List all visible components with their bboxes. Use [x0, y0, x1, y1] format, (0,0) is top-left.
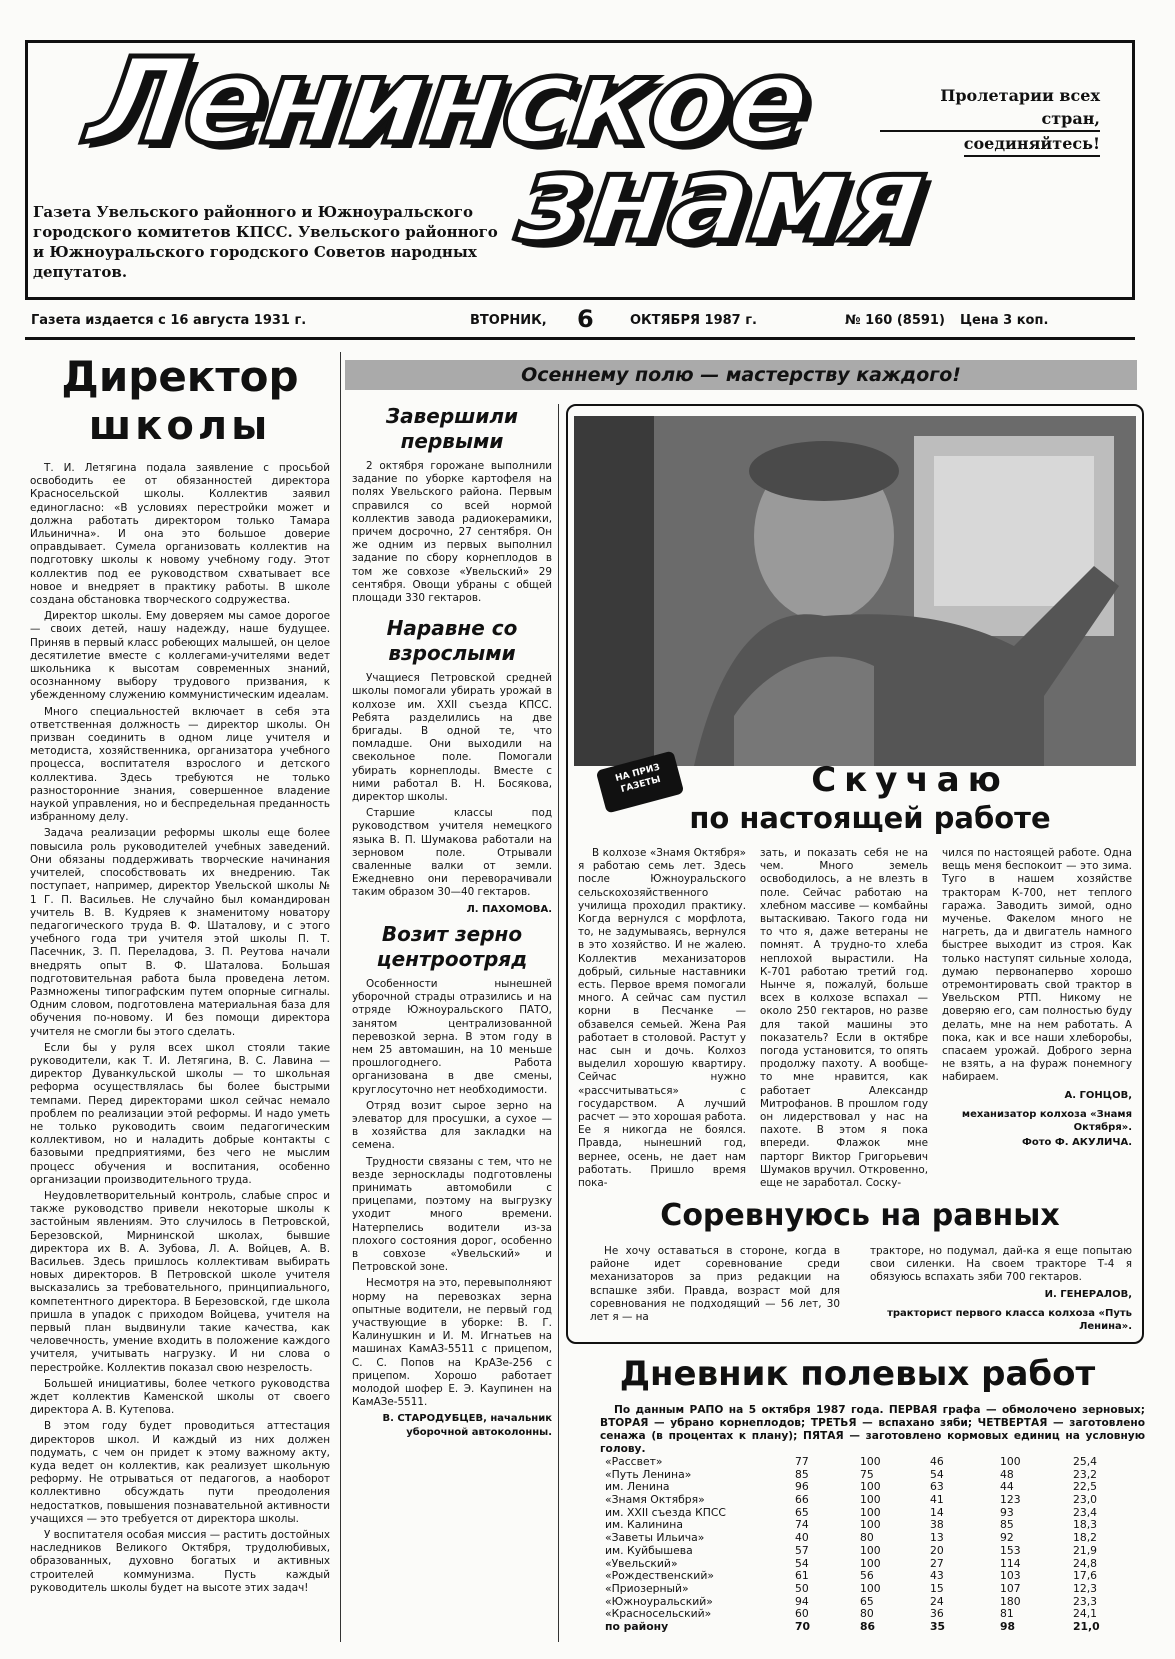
table-cell: 23,2: [1073, 1467, 1098, 1481]
photo-tractor-driver: [574, 416, 1136, 766]
table-cell: 17,6: [1073, 1569, 1098, 1583]
table-cell: 14: [930, 1505, 944, 1519]
table-cell: 153: [1000, 1543, 1021, 1557]
article-text-with-adults-2: Старшие классы под руководством учителя немецкого языка В. П. Шумакова работали на зерновом поле. Отрывали сваленные валки от земли. Ежедневно они переворачивали таким образом 30—40 гектаров.: [352, 807, 552, 899]
table-row: [605, 1456, 1145, 1469]
table-cell: 100: [1000, 1455, 1021, 1468]
table-cell: 24: [930, 1594, 944, 1608]
farm-name: «Заветы Ильича»: [605, 1531, 705, 1545]
table-cell: 24,8: [1073, 1556, 1098, 1570]
table-cell: 92: [1000, 1531, 1014, 1545]
table-cell: 57: [795, 1543, 809, 1557]
article-title-grain-transport: Возит зерно центроотряд: [376, 921, 528, 971]
table-cell: 100: [860, 1480, 881, 1494]
table-cell: 46: [930, 1455, 944, 1468]
table-cell: 100: [860, 1581, 881, 1595]
table-cell: 61: [795, 1569, 809, 1583]
column-rule: [558, 404, 559, 1642]
table-cell: 100: [860, 1518, 881, 1532]
slogan-line2: соединяйтесь!: [964, 132, 1100, 157]
masthead-title-line2: знамя: [510, 130, 934, 269]
masthead-title-line1: Ленинское: [80, 32, 817, 170]
table-cell: 23,3: [1073, 1594, 1098, 1608]
farm-name: «Южноуральский»: [605, 1594, 713, 1608]
farm-name: «Знамя Октября»: [605, 1493, 705, 1507]
table-cell: 94: [795, 1594, 809, 1608]
feature-column-c: [942, 847, 1132, 1155]
farm-name: им. Ленина: [605, 1480, 670, 1494]
article-text-with-adults-1: Учащиеся Петровской средней школы помогали убирать урожай в колхозе им. XXII съезда КПСС. Ребята разделились на две бригады. В одной те, что помладше. Они выходили на свекольное поле. Помогали убирать корнеплоды. Вместе с ними работал В. Н. Босякова, директор школы.: [352, 672, 552, 804]
table-cell: 50: [795, 1581, 809, 1595]
farm-name: «Красносельский»: [605, 1607, 712, 1621]
table-cell: 103: [1000, 1569, 1021, 1583]
feature-title-line2: по настоящей работе: [689, 801, 1051, 835]
photo-illustration-icon: [574, 416, 1136, 766]
feature-title-line1: Скучаю: [811, 760, 1009, 800]
table-cell: 80: [860, 1607, 874, 1621]
table-cell: 25,4: [1073, 1455, 1098, 1468]
table-cell: 44: [1000, 1480, 1014, 1494]
compete-text-a: Не хочу оставаться в стороне, когда в районе идет соревнование среди механизаторов за приз редакции на вспашке зяби. Правда, возраст мой для соревнования не подходящий — 56 лет, 30 лет я — на: [590, 1245, 840, 1324]
table-cell: 63: [930, 1480, 944, 1494]
article-text-finished-first: 2 октября горожане выполнили задание по уборке картофеля на полях Увельского района. Первым справился со всей нормой коллектив завода радиокерамики, причем досрочно, 27 сентября. Он же одним из первых выполнил задание по сбору корнеплодов в том же совхозе «Увельский» 29 сентября. Овощи убраны с общей площади 330 гектаров.: [352, 460, 552, 605]
table-cell: 100: [860, 1556, 881, 1570]
farm-name: «Приозерный»: [605, 1581, 689, 1595]
dateline: [25, 305, 1135, 340]
table-cell: 65: [860, 1594, 874, 1608]
table-cell: 98: [1000, 1619, 1016, 1633]
diary-table: [605, 1456, 1145, 1634]
table-cell: 77: [795, 1455, 809, 1468]
table-cell: 80: [860, 1531, 874, 1545]
director-paragraph: Т. И. Летягина подала заявление с просьбой освободить ее от обязанностей директора Красносельской школы. Коллектив заявил единогласно: «В условиях перестройки может и должна работать директором только Тамара Ильинична». И она это большое доверие оправдывает. Сумела организовать коллектив на подготовку школы к новому учебному году. Этот коллектив под ее руководством схватывает все новое и внедряет в практику работы. В школе создана обстановка творческого содружества.: [30, 462, 330, 607]
compete-title: Соревнуюсь на равных: [660, 1198, 1060, 1233]
article-text-grain-4: Несмотря на это, перевыполняют норму на перевозках зерна опытные водители, не первый год участвующие в уборке: В. Г. Калинушкин и И. М. Игнатьев на машинах КамАЗ-5511 с прицепом, С. С. Попов на КрАЗе-256 с прицепом. Хорошо работает молодой шофер Е. Э. Каупинен на КамАЗе-5511.: [352, 1277, 552, 1409]
director-paragraph: Если бы у руля всех школ стояли такие руководители, как Т. И. Летягина, В. С. Лавина — директор Дуванкульской школы — то школьная реформа осуществлялась бы более быстрыми темпами. Перед директорами школ сейчас немало проблем по реализации этой реформы. И надо уметь не только руководить своим педагогическим коллективом, но и наладить добрые контакты с базовыми предприятиями, без чего не мыслим процесс обучения и воспитания, особенно организации производительного труда.: [30, 1041, 330, 1186]
table-cell: 54: [930, 1467, 944, 1481]
table-cell: 123: [1000, 1493, 1021, 1507]
farm-name: «Путь Ленина»: [605, 1467, 692, 1481]
table-cell: 56: [860, 1569, 874, 1583]
farm-name: «Увельский»: [605, 1556, 678, 1570]
compete-text-b: тракторе, но подумал, дай-ка я еще попытаю свои силенки. На своем тракторе Т-4 я обязуюсь вспахать зяби 700 гектаров.: [870, 1245, 1132, 1284]
publisher-info: Газета Увельского районного и Южноуральского городского комитетов КПСС. Увельского районного и Южноуральского городского Советов народных депутатов.: [33, 203, 498, 281]
director-body: [30, 462, 330, 1595]
table-cell: 85: [795, 1467, 809, 1481]
table-cell: 93: [1000, 1505, 1014, 1519]
table-row: [605, 1494, 1145, 1507]
diary-intro-text: По данным РАПО на 5 октября 1987 года. ПЕРВАЯ графа — обмолочено зерновых; ВТОРАЯ — убрано корнеплодов; ТРЕТЬЯ — вспахано зяби; ЧЕТВЕРТАЯ — заготовлено сенажа (в процентах к плану); ПЯТАЯ — заготовлено кормовых единиц на условную голову.: [600, 1404, 1145, 1455]
table-cell: 38: [930, 1518, 944, 1532]
table-cell: 96: [795, 1480, 809, 1494]
table-cell: 75: [860, 1467, 874, 1481]
table-cell: 23,0: [1073, 1493, 1098, 1507]
farm-name: им. Куйбышева: [605, 1543, 693, 1557]
table-cell: 43: [930, 1569, 944, 1583]
table-cell: 20: [930, 1543, 944, 1557]
director-paragraph: Директор школы. Ему доверяем мы самое дорогое — своих детей, нашу надежду, наше будущее. Приняв в первый класс робеющих малышей, он целое десятилетие вместе с коллегами-учителями ведет школьника к высотам современных знаний, осознанному выбору трудового призвания, к убежденному служению коммунистическим идеалам.: [30, 610, 330, 702]
price: Цена 3 коп.: [960, 313, 1049, 328]
month-year: ОКТЯБРЯ 1987 г.: [630, 313, 757, 328]
table-cell: 100: [860, 1455, 881, 1468]
slogan-line1: Пролетарии всех стран,: [880, 84, 1100, 132]
table-cell: 15: [930, 1581, 944, 1595]
signature-starodubtsev: В. СТАРОДУБЦЕВ, начальник уборочной автоколонны.: [382, 1413, 552, 1438]
column-rule: [340, 352, 341, 1642]
article-text-grain-1: Особенности нынешней уборочной страды отразились и на отряде Южноуральского ПАТО, занятом централизованной перевозкой зерна. В этом году в нем 25 автомашин, на 10 меньше прошлогоднего. Работа организована в две смены, круглосуточно нет необходимости.: [352, 977, 552, 1096]
article-director: [30, 352, 330, 1598]
table-cell: 24,1: [1073, 1607, 1098, 1621]
diary-intro: [600, 1404, 1145, 1459]
signature-pakhomova: Л. ПАХОМОВА.: [466, 903, 552, 915]
farm-name: «Рождественский»: [605, 1569, 714, 1583]
feature-column-b: [760, 847, 928, 1193]
table-row: [605, 1570, 1145, 1583]
article-text-grain-3: Трудности связаны с тем, что не везде зерносклады подготовлены принимать автомобили с прицепами, поэтому на выгрузку уходит много времени. Натерпелись водители из-за плохого состояния дорог, особенно в совхозе «Увельский» и Петровской зоне.: [352, 1155, 552, 1274]
table-row: [605, 1532, 1145, 1545]
section-banner: Осеннему полю — мастерству каждого!: [345, 360, 1137, 390]
table-cell: 36: [930, 1607, 944, 1621]
since-text: Газета издается с 16 августа 1931 г.: [31, 313, 307, 328]
feature-text-c: чился по настоящей работе. Одна вещь меня беспокоит — это зима. Туго в нашем хозяйстве тракторам К-700, нет теплого гаража. Заводить зимой, одно мученье. Факелом много не нагреть, да и двигатель намного быстрее выходит из строя. Как только наступят сильные холода, думаю первонаперво хорошо отремонтировать свой трактор в Увельском РТП. Никому не доверяю его, сам полностью буду делать, мне на нем работать. А пока, как и все наши хлеборобы, спасаем урожай. Доброго зерна не взять, а на фураж понемногу набираем.: [942, 847, 1132, 1084]
director-paragraph: Большей инициативы, более четкого руководства ждет коллектив Каменской школы от своего директора А. В. Кутепова.: [30, 1377, 330, 1417]
table-cell: 74: [795, 1518, 809, 1532]
feature-text-b: зать, и показать себя не на чем. Много земель освободилось, а не влезть в поле. Сейчас работаю на хлебном массиве — комбайны вытаскиваю. Такого года ни то что я, даже ветераны не помнят. А трудно-то хлеба неплохой вырастили. На К-701 работаю третий год. Нынче я, пожалуй, больше всех в колхозе вспахал — около 250 гектаров, но разве для такой машины это показатель? Если в октябре погода установится, то опять продолжу пахоту. А вообще-то мне нравится, как работает Александр Митрофанов. В прошлом году он лидерствовал у нас на пахоте. В этом я пока впереди. Флажок мне парторг Виктор Григорьевич Шумаков вручил. Откровенно, еще не заработал. Соску-: [760, 847, 928, 1190]
photo-credit: Фото Ф. АКУЛИЧА.: [1021, 1137, 1132, 1149]
table-cell: 23,4: [1073, 1505, 1098, 1519]
signature-generalov-role: тракторист первого класса колхоза «Путь Ленина».: [887, 1307, 1132, 1333]
table-cell: 100: [860, 1493, 881, 1507]
compete-column-a: [590, 1245, 840, 1327]
table-row: [605, 1621, 1145, 1634]
farm-name: им. Калинина: [605, 1518, 683, 1532]
director-paragraph: В этом году будет проводиться аттестация директоров школ. И каждый из них должен подумать, с чем он придет к этому важному акту, куда ведет он коллектив, как реализует школьную реформу. Не отрываться от педагогов, а наоборот коллективно обсуждать пути преодоления недостатков, повышения познавательной активности учащихся — это требуется от директора школы.: [30, 1420, 330, 1525]
table-cell: 81: [1000, 1607, 1014, 1621]
director-paragraph: Много специальностей включает в себя эта ответственная должность — директор школы. Он призван соединить в одном лице учителя и методиста, хозяйственника, организатора учебного процесса, воспитателя взрослого и детского коллектива. Здесь требуются не только разносторонние знания, совершенное владение наукой управления, но и беспредельная преданность избранному делу.: [30, 705, 330, 824]
director-paragraph: Задача реализации реформы школы еще более повысила роль руководителей учебных заведений. Они обязаны поддерживать творческие начинания учителей, способствовать их внедрению. Так поступает, например, директор Увельской школы № 1 Г. П. Васильев. Не случайно был командирован учитель В. В. Кудряев к знаменитому новатору педагогического труда В. Ф. Шаталову, и с этого учебного года три учителя этой школы П. Т. Пасечник, З. П. Переладова, З. П. Реутова начали внедрять опыт В. Ф. Шаталова. Большая подготовительная работа была проведена летом. Размножены типографским путем опорные сигналы. Одним словом, подготовлена материальная база для обучения по-новому. И без помощи директора учителя не смогли бы этого сделать.: [30, 827, 330, 1038]
director-title-line2: школы: [88, 403, 272, 449]
issue-number: № 160 (8591): [845, 313, 945, 328]
director-paragraph: У воспитателя особая миссия — растить достойных наследников Великого Октября, трудолюбивых, образованных, духовно богатых и активных строителей коммунизма. Пусть каждый руководитель школы будет на высоте этих задач!: [30, 1529, 330, 1594]
article-text-grain-2: Отряд возит сырое зерно на элеватор для просушки, а сухое — в хозяйства для закладки на семена.: [352, 1099, 552, 1152]
director-title-line1: Директор: [61, 352, 299, 401]
table-cell: 100: [860, 1543, 881, 1557]
table-row: [605, 1608, 1145, 1621]
table-cell: 41: [930, 1493, 944, 1507]
table-cell: 21,9: [1073, 1543, 1098, 1557]
signature-generalov: И. ГЕНЕРАЛОВ,: [1044, 1288, 1132, 1300]
table-cell: 107: [1000, 1581, 1021, 1595]
table-cell: 35: [930, 1619, 946, 1633]
table-cell: 40: [795, 1531, 809, 1545]
signature-gontsov-role: механизатор колхоза «Знамя Октября».: [961, 1108, 1132, 1134]
table-cell: 86: [860, 1619, 876, 1633]
farm-name: по району: [605, 1619, 669, 1633]
column-short-news: [352, 404, 552, 1445]
table-cell: 70: [795, 1619, 811, 1633]
feature-text-a: В колхозе «Знамя Октября» я работаю семь лет. Здесь после Южноуральского сельскохозяйственного училища проходил практику. Когда вернулся с морфлота, то, не задумываясь, вернулся в это хозяйство. И не жалею. Коллектив механизаторов добрый, сильные наставники есть. Первое время помогали много. А сейчас сам пустил корни в Песчанке — обзавелся семьей. Жена Рая работает в столовой. Растут у нас сын и дочь. Колхоз выделил хорошую квартиру. Сейчас нужно «рассчитываться» с государством. А лучший расчет — это хорошая работа. Ее я никогда не боялся. Правда, нынешний год, вернее, осень, не дает нам работать. Пришло время пока-: [578, 847, 747, 1190]
table-cell: 21,0: [1073, 1619, 1100, 1633]
farm-name: «Рассвет»: [605, 1455, 663, 1468]
table-cell: 54: [795, 1556, 809, 1570]
table-cell: 13: [930, 1531, 944, 1545]
table-row: [605, 1583, 1145, 1596]
feature-column-a: [578, 847, 746, 1193]
table-cell: 12,3: [1073, 1581, 1098, 1595]
signature-gontsov: А. ГОНЦОВ,: [1064, 1089, 1132, 1101]
compete-column-b: [870, 1245, 1132, 1333]
diary-title: Дневник полевых работ: [619, 1354, 1096, 1394]
table-cell: 65: [795, 1505, 809, 1519]
director-paragraph: Неудовлетворительный контроль, слабые спрос и также руководство привели некоторые школы к застойным явлениям. Это случилось в Петровской, Березовской, Мирнинской школах, бывшие директора их В. А. Зубова, Л. А. Войцев, А. В. Васильев. Здесь пришлось коллективам выбирать новых директоров. В Петровской школе учителя высказались за требовательного, принципиального, компетентного директора. В Березовской, где школа пришла в упадок с приходом Войцева, учителя на первый план выдвинули такие качества, как человечность, умение входить в положение каждого учителя, учитывать нагрузку. И ни слова о перестройке. Коллектив показал свою незрелость.: [30, 1189, 330, 1374]
weekday: ВТОРНИК,: [470, 313, 547, 328]
table-cell: 100: [860, 1505, 881, 1519]
slogan: [880, 84, 1100, 157]
table-cell: 27: [930, 1556, 944, 1570]
table-cell: 18,2: [1073, 1531, 1098, 1545]
farm-name: им. XXII съезда КПСС: [605, 1505, 726, 1519]
table-cell: 60: [795, 1607, 809, 1621]
article-title-finished-first: Завершили первыми: [385, 404, 519, 453]
table-cell: 114: [1000, 1556, 1021, 1570]
table-cell: 18,3: [1073, 1518, 1098, 1532]
prize-badge: НА ПРИЗ ГАЗЕТЫ: [596, 750, 685, 813]
table-cell: 180: [1000, 1594, 1021, 1608]
table-cell: 22,5: [1073, 1480, 1098, 1494]
table-row: [605, 1545, 1145, 1558]
article-title-with-adults: Наравне со взрослыми: [386, 616, 518, 666]
table-cell: 48: [1000, 1467, 1014, 1481]
table-cell: 66: [795, 1493, 809, 1507]
table-cell: 85: [1000, 1518, 1014, 1532]
day-number: 6: [577, 305, 594, 333]
